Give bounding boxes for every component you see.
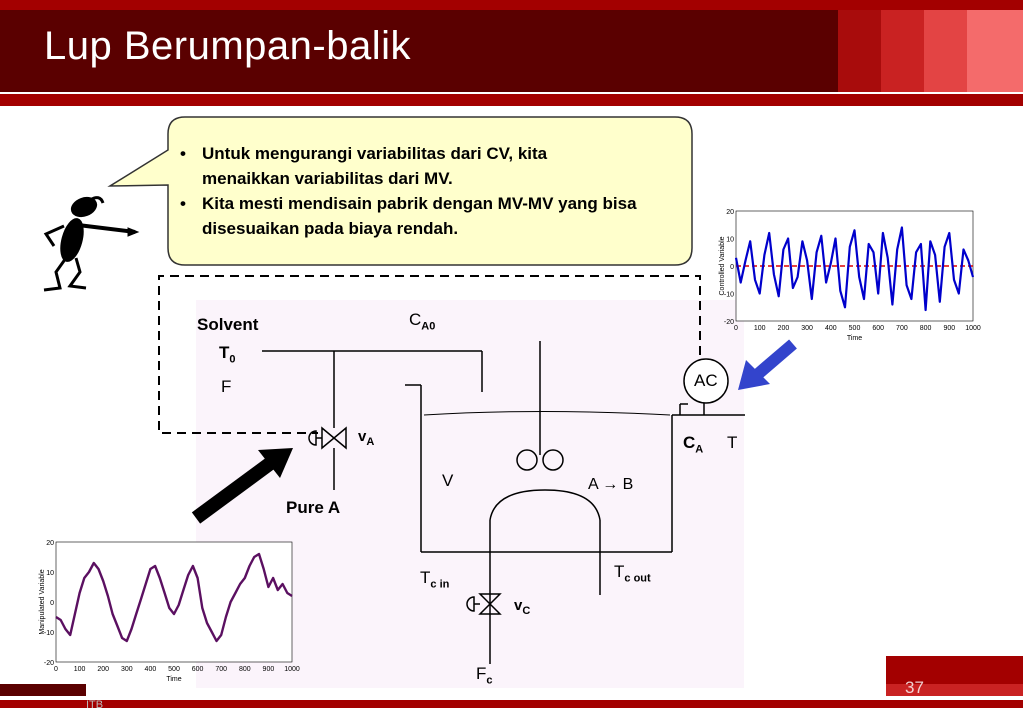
y-tick-label: 20 [726,209,734,216]
x-tick-label: 0 [54,666,58,673]
page-number: 37 [905,678,924,698]
bubble-text [178,141,688,241]
footer-bar-left [0,684,86,696]
y-tick-label: 0 [730,264,734,271]
blue-arrow-icon [738,344,793,390]
x-tick-label: 600 [872,325,884,332]
fc-label: $F_c$ [476,664,493,686]
bubble-point-2: • Kita mesti mendisain pabrik dengan MV-MV yang bisa disesuaikan pada biaya rendah. [178,191,652,241]
y-tick-label: 0 [50,600,54,607]
valve-vc-icon [467,594,500,664]
x-tick-label: 100 [74,666,86,673]
ac-label: AC [694,371,718,391]
bubble-point-1: • Untuk mengurangi variabilitas dari CV, kita menaikkan variabilitas dari MV. [178,141,592,191]
x-tick-label: 1000 [284,666,300,673]
tc-in-label: $T_{c in}$ [420,568,449,590]
feed-lines [262,351,482,490]
y-tick-label: 10 [46,570,54,577]
pure-a-label: Pure A [286,498,340,518]
manipulated-variable-chart [36,538,308,688]
y-tick-label: 10 [726,237,734,244]
x-tick-label: 600 [192,666,204,673]
va-label: $v_A$ [358,428,374,448]
x-tick-label: 300 [801,325,813,332]
y-tick-label: -20 [44,660,54,667]
flow-label: F [221,377,231,397]
footer-line [0,700,1023,708]
y-tick-label: -10 [44,630,54,637]
x-tick-label: 800 [920,325,932,332]
y-axis-label: Controlled Variable [719,236,726,295]
reaction-label: A → B [588,476,633,494]
x-tick-label: 900 [263,666,275,673]
footer-text: ITB [86,699,103,711]
t0-label: $T_0$ [219,343,236,365]
stick-figure-icon [44,194,138,290]
y-tick-label: 20 [46,540,54,547]
x-tick-label: 100 [754,325,766,332]
x-tick-label: 300 [121,666,133,673]
outlet-line [672,404,745,415]
tc-out-label: $T_{c out}$ [614,562,651,584]
x-axis-label: Time [847,335,862,342]
x-tick-label: 400 [145,666,157,673]
y-axis-label: Manipulated Variable [39,569,46,634]
ca-label: $C_A$ [683,433,703,455]
x-tick-label: 900 [943,325,955,332]
y-tick-label: -10 [724,292,734,299]
valve-va-icon [309,428,346,448]
plot-frame [56,542,292,662]
ca0-label: $C_{A0}$ [409,310,435,332]
slide-title: Lup Berumpan-balik [44,24,411,69]
volume-label: V [442,471,453,491]
temperature-label: T [727,433,737,453]
x-tick-label: 1000 [965,325,981,332]
x-axis-label: Time [166,676,181,683]
y-tick-label: -20 [724,319,734,326]
x-tick-label: 500 [168,666,180,673]
x-tick-label: 800 [239,666,251,673]
x-tick-label: 700 [215,666,227,673]
x-tick-label: 200 [778,325,790,332]
x-tick-label: 0 [734,325,738,332]
control-signal-dashed [159,276,700,433]
vc-label: $v_C$ [514,597,530,617]
x-tick-label: 200 [97,666,109,673]
x-tick-label: 700 [896,325,908,332]
black-arrow-icon [196,448,293,518]
reactor-tank [405,341,672,595]
x-tick-label: 400 [825,325,837,332]
controlled-variable-chart [714,205,994,345]
solvent-label: Solvent [197,315,258,335]
x-tick-label: 500 [849,325,861,332]
